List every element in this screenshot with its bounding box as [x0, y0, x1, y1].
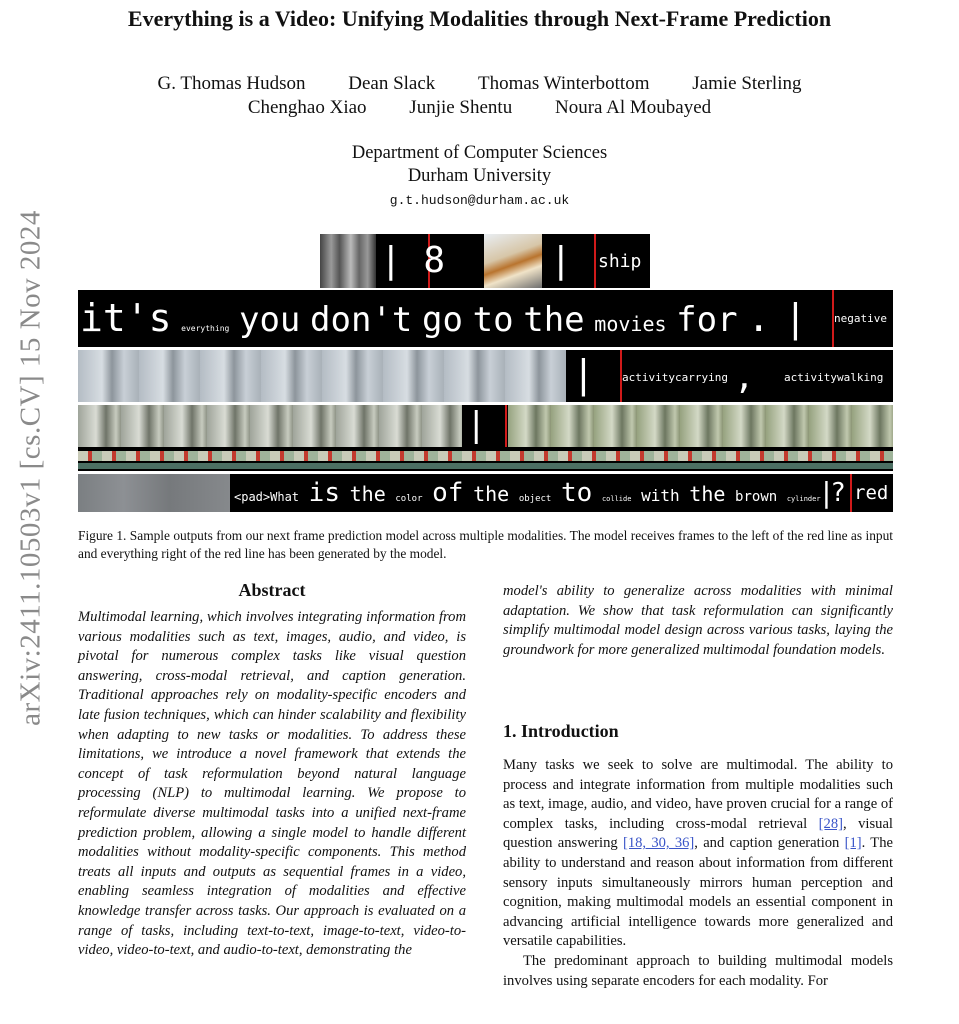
row5-token-sequence — [234, 477, 846, 512]
row1-separator-glyph: | — [550, 240, 572, 281]
token: the — [473, 482, 510, 506]
abstract-heading: Abstract — [238, 580, 306, 600]
row1-output-label: ship — [598, 251, 642, 272]
citation-link[interactable]: [18, 30, 36] — [622, 835, 695, 852]
intro-text: , and caption generation — [694, 835, 845, 852]
author-email: g.t.hudson@durham.ac.uk — [389, 193, 570, 208]
token: is — [308, 478, 340, 508]
intro-text: . The ability to understand and reason about information from different sensory inputs simultaneously mirrors human perception and cognition, making multimodal models an essential component in advancing artificial intelligence towards more generalized and versatile capabilities. — [503, 835, 893, 950]
row3-output-label-2: activitywalking — [784, 371, 884, 384]
affiliation-department: Department of Computer Sciences — [351, 143, 608, 163]
token: the — [689, 482, 726, 506]
row2-output-label: negative — [834, 312, 887, 325]
token: movies — [594, 312, 667, 336]
token: collide — [601, 495, 632, 503]
row5-separator-glyph: | — [818, 476, 835, 509]
input-output-separator — [850, 474, 852, 512]
figure-row-image-to-text — [320, 234, 650, 288]
token: for — [676, 300, 738, 340]
row3-separator-glyph: | — [572, 352, 595, 396]
arxiv-sidebar-stamp — [14, 178, 48, 758]
intro-text: Many tasks we seek to solve are multimodal. The ability to process and integrate information from multiple modalities such as text, image, audio, and video, have proven crucial for a range of complex tasks, including cross-modal retrieval — [503, 757, 893, 832]
input-image-thumbnail — [320, 234, 376, 288]
token: of — [432, 478, 464, 508]
introduction-body — [503, 756, 893, 991]
paper-title: Everything is a Video: Unifying Modalities through Next-Frame Prediction — [127, 6, 832, 31]
figure-row-text-to-text — [78, 290, 893, 347]
row3-comma-glyph: , — [734, 357, 755, 397]
row1-digit-glyphs: | 8 — [380, 240, 446, 281]
token: go — [422, 300, 463, 340]
intro-paragraph-2: The predominant approach to building multimodal models involves using separate encoders for each modality. For — [503, 952, 893, 989]
token: with — [641, 486, 680, 505]
figure-row-video-to-video — [78, 405, 893, 471]
arxiv-id: arXiv:2411.10503v1 [cs.CV] 15 Nov 2024 — [14, 210, 47, 726]
token: brown — [735, 489, 778, 505]
row2-token-sequence — [80, 296, 770, 347]
figure-row-video-to-text — [78, 350, 893, 402]
input-output-separator — [594, 234, 596, 288]
token: <pad>What — [234, 490, 300, 504]
frame-strip — [78, 451, 893, 461]
token: everything — [181, 324, 230, 333]
author-name: Thomas Winterbottom — [478, 73, 650, 94]
abstract-body-right — [503, 582, 893, 660]
citation-link[interactable]: [28] — [818, 815, 843, 832]
frame-strip-bottom — [78, 463, 893, 469]
token: to — [561, 478, 593, 508]
token: color — [395, 494, 423, 504]
abstract-paragraph-cont: model's ability to generalize across modalities with minimal adaptation. We show that task reformulation can significantly simplify multimodal model design across various tasks, laying the groundwork for more generalized multimodal foundation models. — [503, 583, 893, 658]
token: the — [523, 300, 585, 340]
input-video-frames — [78, 405, 462, 447]
token: it's — [80, 296, 172, 340]
figure-row-video-qa — [78, 474, 893, 512]
author-list-line-2 — [0, 97, 959, 119]
token: you — [238, 300, 301, 340]
intro-paragraph-1 — [503, 756, 893, 952]
author-name: Dean Slack — [348, 73, 436, 94]
token: to — [472, 300, 514, 340]
token: cylinder — [786, 495, 821, 503]
affiliation-university: Durham University — [407, 166, 552, 186]
token: the — [349, 482, 386, 506]
token: object — [518, 494, 552, 504]
row5-output-label: red — [854, 482, 889, 504]
author-list-line-1 — [0, 73, 959, 95]
author-name: Junjie Shentu — [409, 97, 513, 118]
boat-image-thumbnail — [484, 234, 542, 288]
token: ? — [830, 478, 846, 508]
row4-separator-glyph: | — [466, 405, 487, 445]
abstract-paragraph: Multimodal learning, which involves integrating information from various modalities such as text, images, audio, and video, is pivotal for numerous complex tasks like visual question answering, cross-modal retrieval, and caption generation. Traditional approaches rely on modality-specific encoders and late fusion techniques, which can hinder scalability and flexibility when adapting to new tasks or modalities. To address these limitations, we introduce a novel framework that extends the concept of task reformulation beyond natural language processing (NLP) to multimodal learning. We propose to reformulate diverse multimodal tasks into a unified next-frame prediction problem, allowing a single model to handle different modalities without modality-specific components. This method treats all inputs and outputs as sequential frames in a video, enabling seamless integration of modalities and effective knowledge transfer across tasks. Our approach is evaluated on a range of tasks, including text-to-text, image-to-text, video-to-video, video-to-text, and audio-to-text, demonstrating the — [78, 609, 466, 959]
abstract-body-left — [78, 608, 466, 961]
figure-caption: Figure 1. Sample outputs from our next frame prediction model across multiple modalities. The model receives frames to the left of the red line as input and everything right of the red line has been generated by the model. — [78, 528, 893, 561]
row2-separator-glyph: | — [784, 296, 807, 340]
token: . — [747, 296, 771, 340]
clevrer-scene-frames — [78, 474, 230, 512]
video-frames-walking-person — [78, 350, 566, 402]
author-name: Chenghao Xiao — [247, 97, 367, 118]
author-name: Jamie Sterling — [692, 73, 802, 94]
author-name: Noura Al Moubayed — [554, 97, 712, 118]
intro-text: , visual question answering — [503, 815, 893, 852]
section-heading-introduction: 1. Introduction — [503, 721, 619, 741]
row3-output-label-1: activitycarrying — [622, 371, 728, 384]
citation-link[interactable]: [1] — [844, 835, 862, 852]
input-output-separator — [505, 405, 507, 447]
generated-video-frames — [508, 405, 893, 447]
author-name: G. Thomas Hudson — [157, 73, 306, 94]
token: don't — [310, 300, 413, 340]
